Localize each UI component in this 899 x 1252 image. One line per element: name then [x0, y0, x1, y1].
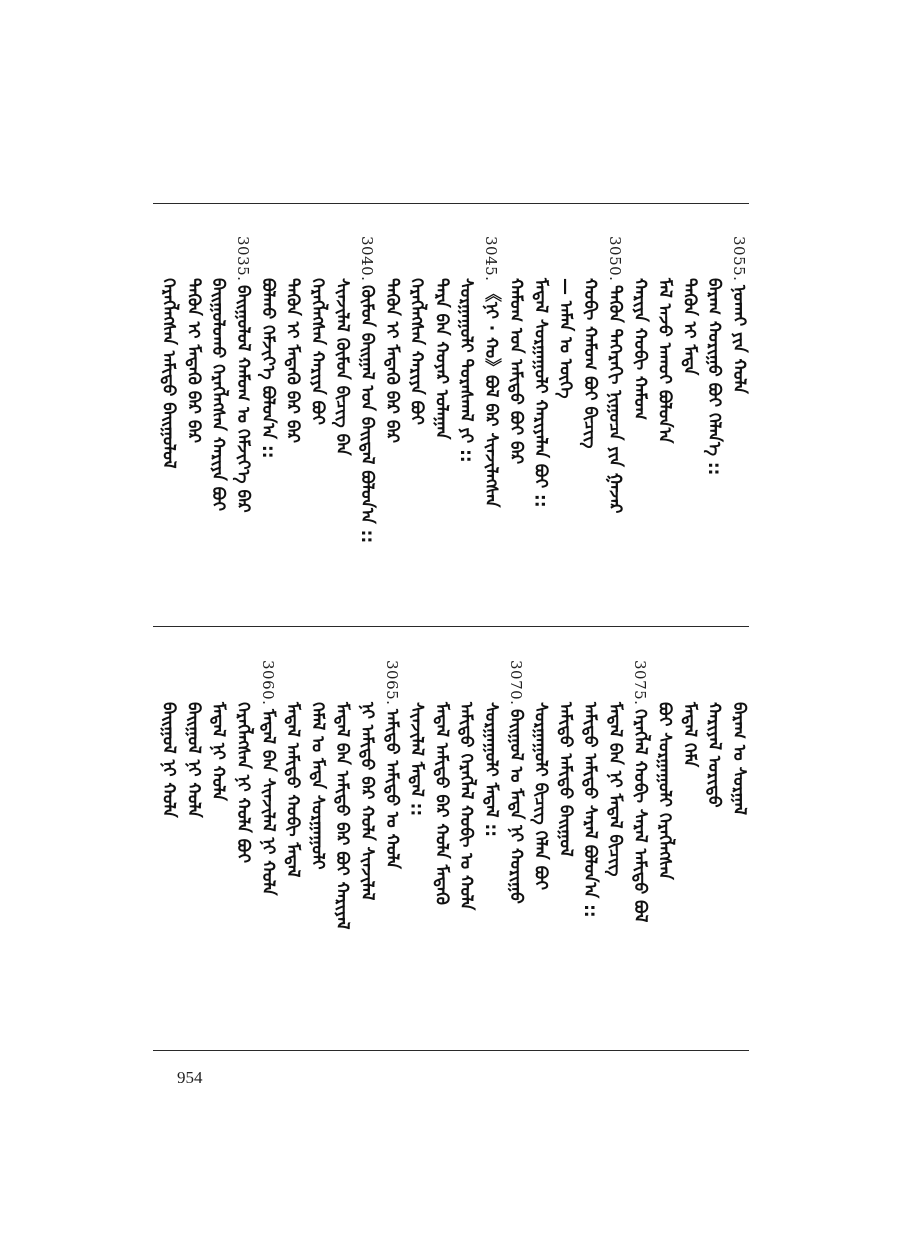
line-number: 3055.	[730, 236, 748, 282]
text-column	[675, 236, 703, 606]
mongolian-verse-line: ᠲᠡᠭᠦᠨ ᠢ ᠮᠡᠳᠡ	[679, 278, 700, 376]
text-column	[551, 660, 579, 1030]
mongolian-verse-line: ᠮᠡᠳᠡᠯ ᠰᠤᠷᠭᠠᠭᠤᠯᠢ ᠬᠠᠷᠢᠶᠠᠯᠠᠨ ᠪᠤᠢ ::	[530, 278, 551, 508]
mongolian-verse-line: ᠬᠠᠮᠤᠭ ᠤᠨ ᠠᠮᠢᠳᠤ ᠪᠤᠢ ᠪᠡᠷ	[505, 278, 526, 465]
line-number: 3050.	[606, 236, 624, 282]
mongolian-verse-line: ᠰᠢᠨᠵᠢᠯᠡᠯ ᠬᠦᠮᠦᠨ ᠪᠢᠴᠢᠭ ᠪᠠᠨ	[332, 278, 353, 456]
mongolian-verse-line: ᠬᠡᠷᠡᠭᠯᠡᠭᠰᠡᠨ ᠠᠮᠢᠳᠤ ᠪᠠᠢᠭᠤᠯᠤᠯ	[158, 278, 179, 469]
text-column	[626, 660, 654, 1030]
text-column	[303, 236, 331, 606]
text-column	[254, 236, 282, 606]
mongolian-verse-line: ᠮᠡᠳᠡᠯ ᠪᠠᠨ ᠰᠢᠨᠵᠢᠯᠡᠯ ᠨᠢ ᠬᠤᠯᠠ	[257, 709, 278, 896]
mongolian-verse-line: ᠬᠠᠷᠢᠶᠠ ᠬᠤᠪᠢ ᠬᠠᠮᠤᠭ	[629, 278, 650, 420]
text-column	[527, 660, 555, 1030]
text-column	[675, 660, 703, 1030]
mongolian-verse-line: ᠪᠤᠯᠬᠤ ᠬᠡᠮᠵᠢᠶ᠎ᠡ ᠪᠤᠯᠤᠨ᠎ᠠ ::	[257, 278, 278, 459]
mongolian-verse-line: ᠮᠠᠯ ᠠᠵᠤ ᠠᠬᠤᠢ ᠪᠤᠯᠤᠨ᠎ᠠ	[654, 278, 675, 444]
text-column	[502, 236, 530, 606]
mongolian-verse-line: ᠬᠡᠮᠡᠯ ᠤ ᠮᠡᠳᠡ ᠰᠤᠷᠭᠠᠭᠤᠯᠢ	[307, 702, 328, 870]
text-column	[328, 660, 356, 1030]
mongolian-verse-line: ᠬᠠᠷᠢᠶᠠᠯ ᠤᠷᠢᠳᠤ	[704, 702, 725, 808]
text-column	[303, 660, 331, 1030]
line-number: 3045.	[482, 236, 500, 282]
mongolian-verse-line: ᠬᠤᠪᠢ ᠬᠠᠮᠤᠭ ᠪᠤᠢ ᠪᠢᠴᠢᠭ	[580, 278, 601, 449]
text-column	[527, 236, 555, 606]
mongolian-verse-line: ᠮᠡᠳᠡᠯ ᠪᠠᠨ ᠨᠢ ᠮᠡᠳᠡᠯ ᠪᠢᠴᠢᠭ	[605, 702, 625, 877]
mongolian-verse-line: 《ᠨᠢ · ᠬᠤ》ᠪᠤᠯ ᠪᠡᠷ ᠰᠢᠨᠵᠢᠯᠡᠭᠰᠡᠨ	[481, 285, 501, 508]
mongolian-verse-line: ᠬᠦᠮᠦᠨ ᠪᠠᠢᠭᠠᠯ ᠤᠨ ᠪᠠᠢᠳᠠᠯ ᠪᠤᠯᠤᠨ᠎ᠠ ::	[357, 285, 377, 544]
text-column	[179, 660, 207, 1030]
mongolian-verse-line: ᠨᠢ ᠠᠮᠢᠳᠤ ᠪᠡᠷ ᠬᠤᠯᠠ ᠰᠢᠨᠵᠢᠯᠡᠯ	[357, 702, 377, 901]
text-column	[576, 660, 604, 1030]
mongolian-verse-line: ᠰᠤᠷᠭᠠᠭᠤᠯᠢ ᠪᠢᠴᠢᠭ ᠬᠡᠯᠡᠨ ᠪᠤᠢ	[530, 702, 551, 890]
mongolian-verse-line: ᠪᠤᠢ ᠰᠤᠷᠭᠠᠭᠤᠯᠢ ᠬᠡᠷᠡᠭᠯᠡᠭᠰᠡᠨ	[654, 702, 675, 880]
text-column	[551, 236, 579, 606]
line-number: 3065.	[382, 660, 401, 706]
text-column	[651, 660, 679, 1030]
text-column	[279, 236, 307, 606]
mongolian-verse-line: ᠪᠠᠢᠭᠤᠯ ᠨᠢ ᠬᠤᠯᠠ	[158, 702, 179, 818]
mongolian-verse-line: ᠠᠮᠢᠳᠤ ᠠᠮᠢᠳᠤ ᠰᠠᠷᠠᠯ ᠪᠤᠯᠤᠨ᠎ᠠ ::	[580, 702, 601, 918]
text-column	[452, 236, 480, 606]
text-column	[601, 236, 629, 606]
text-column	[502, 660, 530, 1030]
middle-rule	[153, 626, 749, 627]
mongolian-verse-line: ᠮᠡᠳᠡᠯ ᠠᠮᠢᠳᠤ ᠬᠤᠪᠢ ᠮᠡᠳᠡᠯ	[282, 702, 303, 878]
text-column	[353, 236, 381, 606]
text-column	[229, 660, 257, 1030]
text-column	[427, 660, 455, 1030]
mongolian-verse-line: ᠪᠠᠢᠭᠤᠯ ᠨᠢ ᠬᠤᠯᠠ	[183, 702, 204, 818]
text-column	[601, 660, 629, 1030]
mongolian-verse-line: ᠨᠣᠬᠠᠢ ᠶᠢᠨ ᠬᠤᠯᠠ	[729, 285, 749, 395]
mongolian-verse-line: ᠲᠡᠷᠡ ᠪᠠᠨ ᠬᠣᠶᠠᠷ ᠤᠯᠠᠭᠠᠨ	[431, 278, 452, 440]
mongolian-verse-line: ᠮᠡᠳᠡᠯ ᠨᠢ ᠬᠤᠯᠠ	[208, 702, 229, 801]
text-column	[378, 236, 406, 606]
mongolian-verse-line: ᠪᠠᠢᠭᠤᠯᠤᠯ ᠬᠠᠮᠤᠭ ᠤ ᠬᠡᠮᠵᠢᠶ᠎ᠡ ᠪᠡᠷ	[233, 285, 253, 514]
text-column	[179, 236, 207, 606]
mongolian-verse-line: ᠲᠡᠭᠦᠨ ᠢ ᠮᠡᠳᠡᠬᠦ ᠪᠡᠷ ᠪᠡᠷ	[183, 278, 204, 444]
mongolian-verse-line: ᠪᠠᠢᠭᠤᠯ ᠤ ᠮᠡᠳᠡ ᠨᠢ ᠬᠣᠷᠢᠭᠤ	[505, 709, 526, 905]
mongolian-verse-line: ᠬᠡᠷᠡᠭᠯᠡᠭᠰᠡᠨ ᠬᠠᠷᠢᠶᠠ ᠪᠤᠢ	[307, 278, 328, 425]
text-column	[700, 236, 728, 606]
text-column	[328, 236, 356, 606]
text-column	[477, 236, 505, 606]
text-column	[155, 660, 183, 1030]
mongolian-verse-line: ᠠᠮᠢᠳᠤ ᠬᠡᠷᠡᠭᠯᠡᠯ ᠬᠤᠪᠢ ᠤ ᠬᠤᠯᠠ	[456, 702, 477, 911]
mongolian-verse-line: ᠪᠠᠢᠭᠤᠯᠤᠬᠤ ᠬᠡᠷᠡᠭᠯᠡᠭᠰᠡᠨ ᠬᠠᠷᠢᠶᠠ ᠪᠤᠢ	[208, 278, 229, 512]
mongolian-verse-line: ᠲᠡᠭᠦᠨ ᠢ ᠮᠡᠳᠡᠬᠦ ᠪᠡᠷ ᠪᠡᠷ	[381, 278, 402, 444]
mongolian-verse-line: ᠲᠡᠭᠦᠨ ᠳᠡᠭᠡᠷᠡᠬᠢ ᠨᠢᠭᠤᠴᠠ ᠶᠢᠨ ᠭᠠᠵᠠᠷ	[605, 285, 625, 514]
mongolian-verse-line: ᠮᠡᠳᠡᠯ ᠬᠡᠮᠡ	[679, 702, 700, 768]
text-column	[204, 236, 232, 606]
text-column	[353, 660, 381, 1030]
text-column	[725, 236, 753, 606]
mongolian-verse-line: ᠰᠤᠷᠭᠠᠭᠤᠯᠢ ᠳᠤᠷᠠᠰᠬᠠᠯ ᠶᠢ ::	[456, 278, 477, 463]
mongolian-verse-line: ᠲᠡᠭᠦᠨ ᠢ ᠮᠡᠳᠡᠬᠦ ᠪᠡᠷ ᠪᠡᠷ	[282, 278, 303, 444]
line-number: 3040.	[358, 236, 376, 282]
text-column	[254, 660, 282, 1030]
text-column	[700, 660, 728, 1030]
text-column	[725, 660, 753, 1030]
text-column	[626, 236, 654, 606]
mongolian-verse-line: ᠰᠤᠷᠭᠠᠭᠤᠯᠢ ᠮᠡᠳᠡᠯ ::	[481, 702, 501, 838]
text-column	[576, 236, 604, 606]
line-number: 3075.	[630, 660, 649, 706]
text-column	[477, 660, 505, 1030]
text-column	[155, 236, 183, 606]
mongolian-verse-line: ᠮᠡᠳᠡᠯ ᠠᠮᠢᠳᠤ ᠪᠡᠷ ᠬᠤᠯᠠ ᠮᠡᠳᠡᠬᠦ	[431, 702, 452, 905]
mongolian-verse-line: ᠮᠡᠳᠡᠯ ᠪᠠᠨ ᠠᠮᠢᠳᠤ ᠪᠡᠷ ᠪᠤᠢ ᠬᠠᠷᠢᠶᠠᠯ	[332, 702, 353, 930]
text-column	[279, 660, 307, 1030]
bottom-rule	[153, 1050, 749, 1051]
top-rule	[153, 203, 749, 204]
line-number: 3060.	[258, 660, 277, 706]
line-number: 3035.	[234, 236, 252, 282]
mongolian-verse-line: ᠠᠮᠢᠳᠤ ᠠᠮᠢᠳᠤ ᠤ ᠬᠤᠯᠠ	[381, 709, 402, 870]
mongolian-verse-line: ᠪᠠᠷᠠᠭ ᠤ ᠰᠤᠷᠭᠠᠯ	[729, 702, 749, 816]
text-column	[651, 236, 679, 606]
mongolian-verse-line: ᠬᠡᠷᠡᠭᠯᠡᠭᠰᠡᠨ ᠬᠠᠷᠢᠶᠠ ᠪᠤᠢ	[406, 278, 427, 425]
top-text-block	[153, 236, 749, 606]
bottom-text-block	[153, 660, 749, 1030]
mongolian-verse-line: ᠰᠢᠨᠵᠢᠯᠡᠯ ᠮᠡᠳᠡᠯ ::	[406, 702, 427, 817]
text-column	[204, 660, 232, 1030]
text-column	[378, 660, 406, 1030]
page-number: 954	[177, 1068, 203, 1087]
text-column	[427, 236, 455, 606]
text-column	[229, 236, 257, 606]
mongolian-verse-line: ᠠᠮᠢᠳᠤ ᠠᠮᠢᠳᠤ ᠪᠠᠢᠭᠤᠯ	[555, 702, 576, 857]
mongolian-verse-line: — ᠠᠮᠠᠨ ᠤ ᠦᠭᠡ	[555, 278, 576, 399]
mongolian-verse-line: ᠬᠡᠷᠡᠭᠯᠡᠯ ᠬᠤᠪᠢ ᠰᠠᠷᠠᠯ ᠠᠮᠢᠳᠤ ᠪᠤᠯ	[629, 709, 650, 923]
text-column	[403, 236, 431, 606]
mongolian-verse-line: ᠪᠠᠷᠠᠭ ᠬᠣᠷᠢᠭᠤ ᠪᠤᠢ ᠬᠡᠯᠡᠨ᠎ᠡ ::	[704, 278, 725, 476]
line-number: 3070.	[506, 660, 525, 706]
text-column	[452, 660, 480, 1030]
text-column	[403, 660, 431, 1030]
mongolian-verse-line: ᠬᠡᠷᠡᠭᠯᠡᠭᠰᠡᠨ ᠨᠢ ᠬᠤᠯᠠ ᠪᠤᠢ	[233, 702, 253, 864]
